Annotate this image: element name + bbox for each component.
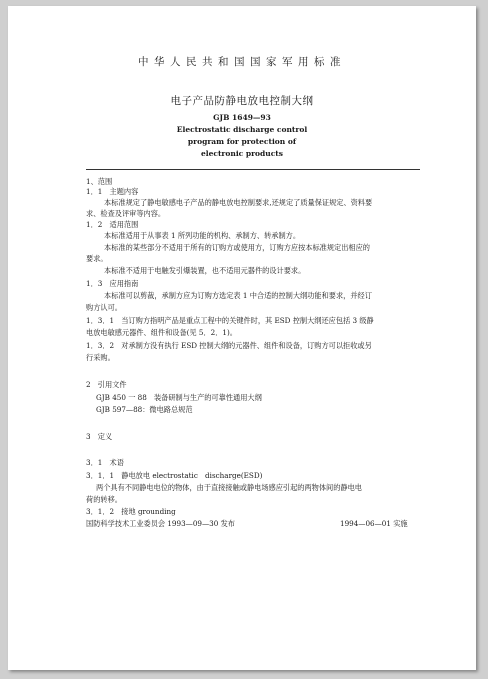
- section-3-heading: 3 定义: [86, 432, 113, 441]
- section-3-1-1-heading: 3．1．1 静电放电 electrostatic discharge(ESD): [86, 471, 263, 480]
- footer-publisher: 国防科学技术工业委员会 1993—09—30 发布: [86, 519, 235, 528]
- english-title-line-2: program for protection of: [187, 137, 297, 146]
- body-line: 行采购。: [86, 353, 115, 362]
- body-line: 本标准可以剪裁，承制方应为订购方选定表 1 中合适的控制大纲功能和要求，并经订: [104, 291, 372, 300]
- body-line: 荷的转移。: [86, 495, 122, 504]
- body-line: 购方认可。: [86, 303, 122, 312]
- standard-header: 中华人民共和国国家军用标准: [138, 56, 346, 68]
- body-line: 求、检查及评审等内容。: [86, 209, 166, 218]
- document-title: 电子产品防静电放电控制大纲: [170, 95, 314, 107]
- body-line: 本标准不适用于电触发引爆装置，也不适用元器件的设计要求。: [104, 266, 306, 275]
- section-1-3-1-text: 1．3．1 当订购方指明产品是重点工程中的关键件时，其 ESD 控制大纲还应包括 3 级静: [86, 316, 374, 325]
- section-1-2-heading: 1．2 适用范围: [86, 220, 139, 229]
- section-2-heading: 2 引用文件: [86, 380, 127, 389]
- body-line: 本标准适用于从事表 1 所列功能的机构、承制方、转承制方。: [104, 231, 301, 240]
- reference-item: GJB 597—88：微电路总规范: [96, 405, 193, 414]
- body-line: 要求。: [86, 254, 108, 263]
- english-title-line-1: Electrostatic discharge control: [176, 125, 308, 134]
- section-1-heading: 1、范围: [86, 177, 113, 186]
- body-line: 两个具有不同静电电位的物体，由于直接接触或静电场感应引起的两物体间的静电电: [96, 483, 362, 492]
- section-3-1-heading: 3．1 术语: [86, 458, 124, 467]
- standard-code: GJB 1649—93: [213, 113, 271, 122]
- section-1-3-2-text: 1．3．2 对承制方没有执行 ESD 控制大纲的元器件、组件和设备，订购方可以拒收或另: [86, 341, 372, 350]
- section-1-1-heading: 1．1 主题内容: [86, 187, 139, 196]
- body-line: 电放电敏感元器件、组件和设备(见 5．2．1)。: [86, 328, 237, 337]
- body-line: 本标准规定了静电敏感电子产品的静电放电控制要求,还规定了质量保证规定、资料要: [104, 198, 373, 207]
- section-1-3-heading: 1．3 应用指南: [86, 279, 139, 288]
- document-page: [8, 6, 476, 670]
- footer-effective-date: 1994—06—01 实施: [340, 519, 408, 528]
- body-line: 本标准的某些部分不适用于所有的订购方或使用方，订购方应按本标准规定出相应的: [104, 243, 370, 252]
- title-divider: [86, 169, 420, 170]
- section-3-1-2-heading: 3．1．2 接地 grounding: [86, 507, 176, 516]
- reference-item: GJB 450 一 88 装备研制与生产的可靠性通用大纲: [96, 393, 262, 402]
- english-title-line-3: electronic products: [200, 149, 283, 158]
